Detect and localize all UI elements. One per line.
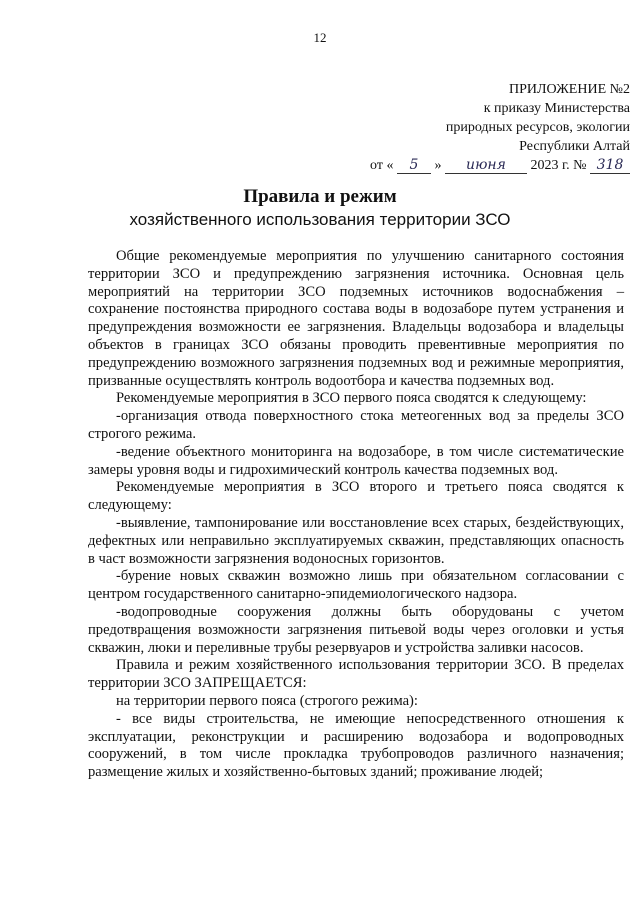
paragraph: -выявление, тампонирование или восстановление всех старых, бездействующих, дефектных или неправильно эксплуатируемых скважин, представляющих опасность в част возможности загрязнения водоносных горизонтов. <box>88 514 624 567</box>
order-day-handwritten: 5 <box>397 157 431 174</box>
paragraph: Рекомендуемые мероприятия в ЗСО второго и третьего пояса сводятся к следующему: <box>88 479 624 514</box>
paragraph: Правила и режим хозяйственного использования территории ЗСО. В пределах территории ЗСО ЗАПРЕЩАЕТСЯ: <box>88 657 624 692</box>
paragraph: -бурение новых скважин возможно лишь при обязательном согласовании с центром государственного санитарно-эпидемиологического надзора. <box>88 568 624 603</box>
paragraph: - все виды строительства, не имеющие непосредственного отношения к эксплуатации, реконструкции и расширению водозабора и водопроводных сооружений, в том числе прокладка трубопроводов различного назначения; размещение жилых и хозяйственно-бытовых зданий; проживание людей; <box>88 710 624 781</box>
page-number: 12 <box>313 30 327 45</box>
order-year: 2023 г. № <box>530 158 587 173</box>
appendix-line-republic: Республики Алтай <box>519 139 630 154</box>
order-date-line <box>370 156 630 175</box>
order-number-handwritten: 318 <box>590 157 630 174</box>
paragraph: -организация отвода поверхностного стока метеогенных вод за пределы ЗСО строгого режима. <box>88 408 624 442</box>
paragraph: на территории первого пояса (строгого режима): <box>116 692 418 709</box>
paragraph: -водопроводные сооружения должны быть оборудованы с учетом предотвращения возможности загрязнения питьевой воды через оголовки и устья скважин, люки и переливные трубы резервуаров и устройства заливки насосов. <box>88 603 624 656</box>
appendix-block <box>370 80 630 175</box>
appendix-title: ПРИЛОЖЕНИЕ №2 <box>509 82 630 97</box>
order-month-handwritten: июня <box>445 157 527 174</box>
paragraph: Общие рекомендуемые мероприятия по улучшению санитарного состояния территории ЗСО и предупреждению загрязнения источника. Основная цель мероприятий на территории ЗСО подземных источников водоснабжения – сохранение постоянства природного состава воды в водозаборе путем устранения и предупреждения возможности ее загрязнения. Владельцы водозабора и владельцы объектов в границах ЗСО обязаны проводить превентивные мероприятия по предупреждению возможного загрязнения подземных вод и режимные мероприятия, призванные осуществлять контроль водоотбора и качества подземных вод. <box>88 248 624 389</box>
document-body <box>88 248 624 782</box>
order-mid: » <box>434 158 442 173</box>
paragraph: -ведение объектного мониторинга на водозаборе, в том числе систематические замеры уровня воды и гидрохимический контроль качества подземных вод. <box>88 443 624 478</box>
document-title: Правила и режим <box>243 186 397 207</box>
order-prefix: от « <box>370 158 394 173</box>
appendix-line-ministry: природных ресурсов, экологии <box>445 120 630 135</box>
paragraph: Рекомендуемые мероприятия в ЗСО первого пояса сводятся к следующему: <box>116 390 587 407</box>
document-subtitle: хозяйственного использования территории ЗСО <box>129 210 511 229</box>
appendix-line-order: к приказу Министерства <box>483 101 630 116</box>
